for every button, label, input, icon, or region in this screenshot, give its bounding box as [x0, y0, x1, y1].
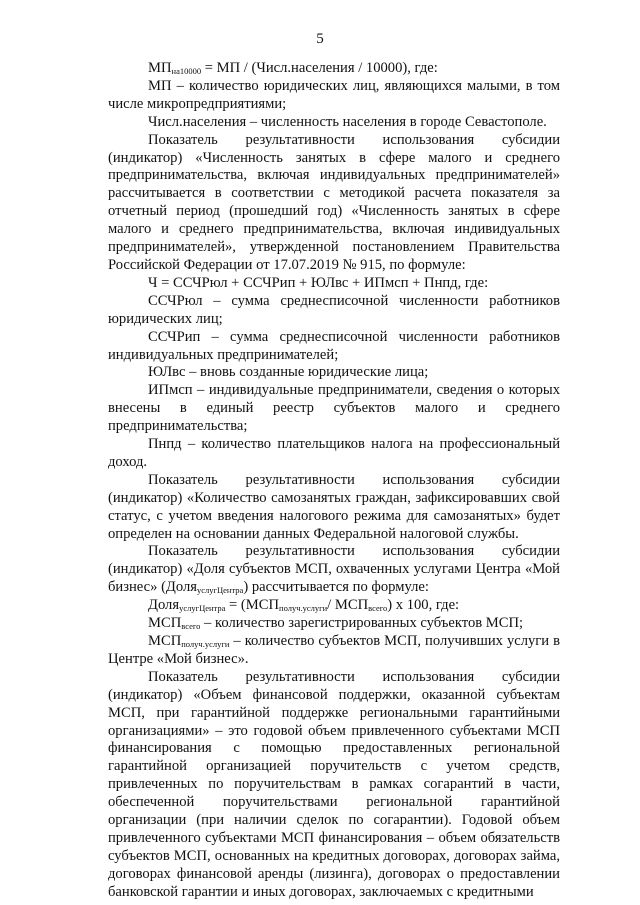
- paragraph-financial-support-indicator: Показатель результативности использования субсидии (индикатор) «Объем финансовой поддержки, оказанной субъектам МСП, при гарантийной поддержке региональными гарантийными организациями» – это годовой объем привлеченного субъектами МСП финансирования с помощью предоставленных региональной гарантийной организацией поручительств с учетом средств, привлеченных по поручительствам в рамках согарантий в части, обеспеченной поручительствами региональной гарантийной организации (при наличии сделок по согарантии). Годовой объем привлеченного субъектами МСП финансирования – объем обязательств субъектов МСП, основанных на кредитных договорах, договорах займа, договорах финансовой аренды (лизинга), договорах о предоставлении банковской гарантии и иных договорах, заключаемых с кредитными: [108, 668, 560, 900]
- paragraph-text: МСП: [148, 633, 182, 649]
- formula-subscript: на10000: [171, 66, 202, 76]
- paragraph-subscript: всего: [181, 621, 201, 632]
- formula-subscript: услугЦентра: [179, 603, 226, 614]
- formula-text: = (МСП: [225, 597, 280, 614]
- paragraph-sschrul-definition: ССЧРюл – сумма среднесписочной численности работников юридических лиц;: [108, 292, 560, 327]
- paragraph-msp-served-definition: [108, 633, 560, 669]
- formula-employment: Ч = ССЧРюл + ССЧРип + ЮЛвс + ИПмсп + Пнпд, где:: [148, 274, 489, 291]
- paragraph-employment-indicator: Показатель результативности использования субсидии (индикатор) «Численность занятых в сфере малого и среднего предпринимательства, включая индивидуальных предпринимателей» рассчитывается в соответствии с методикой расчета показателя за отчетный период (прошедший год) «Численность занятых в сфере малого и среднего предпринимательства, включая индивидуальных предпринимателей», утвержденной постановлением Правительства Российской Федерации от 17.07.2019 № 915, по формуле:: [108, 131, 560, 273]
- formula-text: = МП / (Числ.населения / 10000), где:: [201, 60, 438, 76]
- paragraph-population-definition: Числ.населения – численность населения в городе Севастополе.: [148, 113, 547, 130]
- paragraph-sschrip-definition: ССЧРип – сумма среднесписочной численности работников индивидуальных предпринимателей;: [108, 328, 560, 363]
- formula-text: ) x 100, где:: [387, 597, 460, 614]
- formula-text: / МСП: [327, 597, 369, 614]
- formula-mp-per-10000: [108, 60, 560, 78]
- paragraph-selfemployed-indicator: Показатель результативности использования субсидии (индикатор) «Количество самозанятых граждан, зафиксировавших свой статус, с учетом введения налогового режима для самозанятых» будет определен на основании данных Федеральной налоговой службы.: [108, 471, 560, 542]
- formula-subscript: всего: [368, 603, 388, 614]
- paragraph-text: – количество субъектов МСП, получивших услуги в Центре «Мой бизнес».: [108, 633, 560, 667]
- formula-subscript: получ.услуги: [279, 603, 328, 614]
- paragraph-pnpd-definition: Пнпд – количество плательщиков налога на профессиональный доход.: [108, 436, 560, 470]
- paragraph-ipmsp-definition: ИПмсп – индивидуальные предприниматели, сведения о которых внесены в единый реестр субъектов малого и среднего предпринимательства;: [108, 382, 560, 435]
- formula-text: МП: [148, 60, 172, 76]
- paragraph-text: – количество зарегистрированных субъектов МСП;: [200, 615, 524, 632]
- paragraph-ulvs-definition: ЮЛвс – вновь созданные юридические лица;: [148, 364, 429, 381]
- document-body: [108, 60, 560, 902]
- paragraph-subscript: услугЦентра: [197, 585, 244, 596]
- page-number: 5: [316, 31, 324, 47]
- paragraph-text: Показатель результативности использования субсидии (индикатор) «Доля субъектов МСП, охваченных услугами Центра «Мой бизнес» (Доля: [108, 543, 560, 596]
- formula-text: Доля: [148, 597, 180, 614]
- paragraph-text: МСП: [148, 615, 182, 632]
- paragraph-mp-definition: МП – количество юридических лиц, являющихся малыми, в том числе микропредприятиями;: [108, 77, 560, 112]
- paragraph-msp-total-definition: [108, 615, 560, 633]
- paragraph-text: ) рассчитывается по формуле:: [243, 579, 429, 596]
- paragraph-subscript: получ.услуги: [181, 639, 230, 649]
- formula-share: [108, 597, 560, 615]
- paragraph-share-indicator: [108, 543, 560, 597]
